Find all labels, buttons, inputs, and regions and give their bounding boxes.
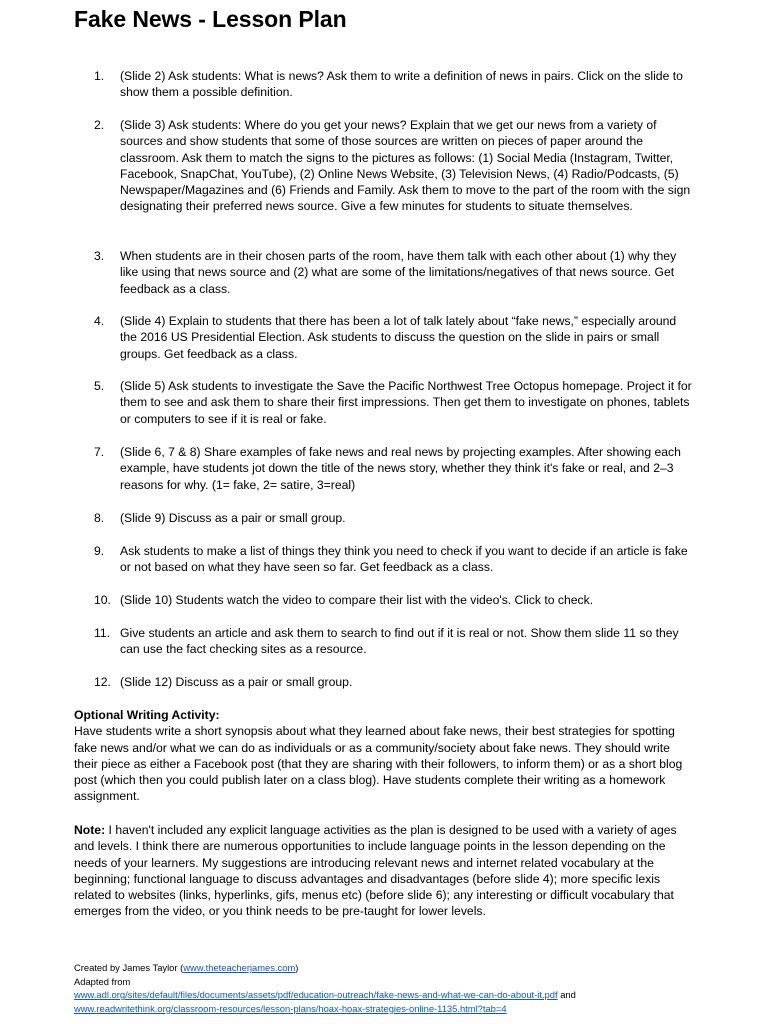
created-by-line xyxy=(74,961,754,975)
document-title: Fake News - Lesson Plan xyxy=(74,6,347,32)
list-item-text: (Slide 5) Ask students to investigate the Save the Pacific Northwest Tree Octopus homepage. Project it for them to see and ask them to share their first impressions. Then get them to investigate on phones, tablets or computers to see if it is real or fake. xyxy=(120,379,692,426)
list-item-text: (Slide 10) Students watch the video to compare their list with the video's. Click to check. xyxy=(120,593,594,607)
list-item-text: Give students an article and ask them to search to find out if it is real or not. Show them slide 11 so they can use the fact checking sites as a resource. xyxy=(120,626,679,657)
created-by-prefix: Created by James Taylor ( xyxy=(74,962,184,973)
list-item-number: 2. xyxy=(94,118,105,132)
note-label: Note: xyxy=(74,823,106,837)
footer-credits xyxy=(74,961,754,1015)
list-item-text: (Slide 6, 7 & 8) Share examples of fake news and real news by projecting examples. After showing each example, have students jot down the title of the news story, whether they think it's fake or real, and 2–3 reasons for why. (1= fake, 2= satire, 3=real) xyxy=(120,445,681,492)
adl-source-link[interactable]: www.adl.org/sites/default/files/documents/assets/pdf/education-outreach/fake-news-and-what-we-can-do-about-it.pdf xyxy=(74,989,558,1001)
readwritethink-source-link[interactable]: www.readwritethink.org/classroom-resources/lesson-plans/hoax-hoax-strategies-online-1135.html?tab=4 xyxy=(74,1002,507,1014)
and-text: and xyxy=(557,989,576,1001)
list-item-text: (Slide 3) Ask students: Where do you get your news? Explain that we get our news from a variety of sources and show students that some of those sources are written on pieces of paper around the classroom. Ask them to match the signs to the pictures as follows: (1) Social Media (Instagram, Twitter, Facebook, SnapChat, YouTube), (2) Online News Website, (3) Television News, (4) Radio/Podcasts, (5) Newspaper/Magazines and (6) Friends and Family. Ask them to move to the part of the room with the sign designating their preferred news source. Give a few minutes for students to situate themselves. xyxy=(120,118,691,214)
list-item-number: 8. xyxy=(94,511,105,525)
optional-writing-activity xyxy=(74,707,696,805)
note-body: I haven't included any explicit language activities as the plan is designed to be used with a variety of ages and levels. I think there are numerous opportunities to include language points in the lesson depending on the needs of your learners. My suggestions are introducing relevant news and internet related vocabulary at the beginning; functional language to discuss advantages and disadvantages (before slide 4); more specific lexis related to websites (links, hyperlinks, gifs, menus etc) (before slide 6); any interesting or difficult vocabulary that emerges from the video, or you think needs to be pre-taught for lower levels. xyxy=(74,823,677,919)
section-body: Have students write a short synopsis about what they learned about fake news, their best strategies for spotting fake news and/or what we can do as individuals or as a community/society about fake news. They should write their piece as either a Facebook post (that they are sharing with their followers, to inform them) or as a short blog post (which then you could publish later on a class blog). Have students complete their writing as a homework assignment. xyxy=(74,724,683,804)
list-item-number: 4. xyxy=(94,314,105,328)
list-item-text: (Slide 12) Discuss as a pair or small group. xyxy=(120,675,353,689)
list-item-number: 12. xyxy=(94,675,111,689)
created-by-suffix: ) xyxy=(295,962,299,973)
list-item-number: 10. xyxy=(94,593,111,607)
list-item-text: (Slide 9) Discuss as a pair or small group. xyxy=(120,511,346,525)
source-line-2 xyxy=(74,1002,754,1016)
list-item-number: 7. xyxy=(94,445,105,459)
list-item-text: (Slide 4) Explain to students that there has been a lot of talk lately about “fake news,” especially around the 2016 US Presidential Election. Ask students to discuss the question on the slide in pairs or small groups. Get feedback as a class. xyxy=(120,314,677,361)
list-item-number: 1. xyxy=(94,69,105,83)
section-heading: Optional Writing Activity: xyxy=(74,708,220,722)
list-item-number: 3. xyxy=(94,249,105,263)
list-item-number: 5. xyxy=(94,379,105,393)
list-item-text: When students are in their chosen parts of the room, have them talk with each other about (1) why they like using that news source and (2) what are some of the limitations/negatives of that news source. Get feedback as a class. xyxy=(120,249,677,296)
source-line-1 xyxy=(74,988,754,1002)
list-item-text: (Slide 2) Ask students: What is news? Ask them to write a definition of news in pairs. Click on the slide to show them a possible definition. xyxy=(120,69,683,100)
author-website-link[interactable]: www.theteacherjames.com xyxy=(183,962,296,973)
list-item-text: Ask students to make a list of things they think you need to check if you want to decide if an article is fake or not based on what they have seen so far. Get feedback as a class. xyxy=(120,544,688,575)
list-item-number: 9. xyxy=(94,544,105,558)
list-item-number: 11. xyxy=(94,626,111,640)
note-paragraph xyxy=(74,822,696,920)
adapted-from-label: Adapted from xyxy=(74,975,131,987)
